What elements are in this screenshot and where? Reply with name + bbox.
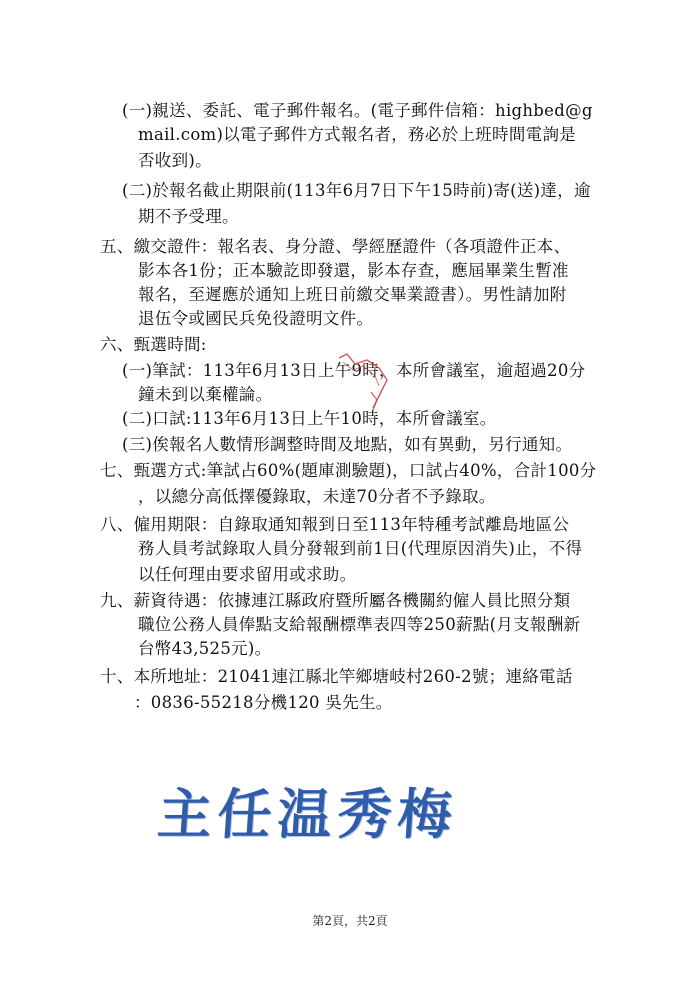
text-line: 退伍令或國民兵免役證明文件。 bbox=[138, 309, 374, 328]
director-signature: 主任温秀梅 bbox=[155, 782, 460, 846]
text-line: (三)俟報名人數情形調整時間及地點，如有異動，另行通知。 bbox=[122, 435, 573, 454]
text-line: (一)親送、委託、電子郵件報名。(電子郵件信箱：highbed@g bbox=[122, 101, 593, 120]
text-line: 期不予受理。 bbox=[138, 207, 239, 226]
text-line: 報名，至遲應於通知上班日前繳交畢業證書）。男性請加附 bbox=[138, 285, 567, 304]
text-line: mail.com)以電子郵件方式報名者，務必於上班時間電詢是 bbox=[138, 125, 577, 144]
section-nine: 九、薪資待遇：依據連江縣政府暨所屬各機關約僱人員比照分類 bbox=[100, 591, 571, 610]
text-line: 台幣43,525元)。 bbox=[138, 639, 272, 658]
page-footer: 第2頁，共2頁 bbox=[312, 914, 388, 928]
section-seven: 七、甄選方式:筆試占60%(題庫測驗題)，口試占40%，合計100分 bbox=[100, 461, 597, 480]
text-line: (二)於報名截止期限前(113年6月7日下午15時前)寄(送)達，逾 bbox=[122, 181, 591, 200]
text-line: 務人員考試錄取人員分發報到前1日(代理原因消失)止，不得 bbox=[138, 539, 583, 558]
text-line: 鐘未到以棄權論。 bbox=[138, 385, 273, 404]
section-five: 五、繳交證件：報名表、身分證、學經歷證件（各項證件正本、 bbox=[100, 237, 571, 256]
text-line: (一)筆試：113年6月13日上午9時，本所會議室，逾超過20分 bbox=[122, 361, 586, 380]
section-eight: 八、僱用期限：自錄取通知報到日至113年特種考試離島地區公 bbox=[100, 515, 570, 534]
text-line: 以任何理由要求留用或求助。 bbox=[138, 565, 357, 584]
text-line: ，以總分高低擇優錄取，未達70分者不予錄取。 bbox=[138, 487, 496, 506]
text-line: ：0836-55218分機120 吳先生。 bbox=[134, 693, 393, 712]
section-six: 六、甄選時間: bbox=[100, 335, 207, 354]
text-line: 否收到)。 bbox=[138, 151, 212, 170]
section-ten: 十、本所地址：21041連江縣北竿鄉塘岐村260-2號；連絡電話 bbox=[100, 667, 573, 686]
text-line: 職位公務人員俸點支給報酬標準表四等250薪點(月支報酬新 bbox=[138, 615, 581, 634]
text-line: (二)口試:113年6月13日上午10時，本所會議室。 bbox=[122, 409, 497, 428]
seal-stamp bbox=[333, 352, 393, 414]
text-line: 影本各1份；正本驗訖即發還，影本存查，應屆畢業生暫准 bbox=[138, 261, 569, 280]
